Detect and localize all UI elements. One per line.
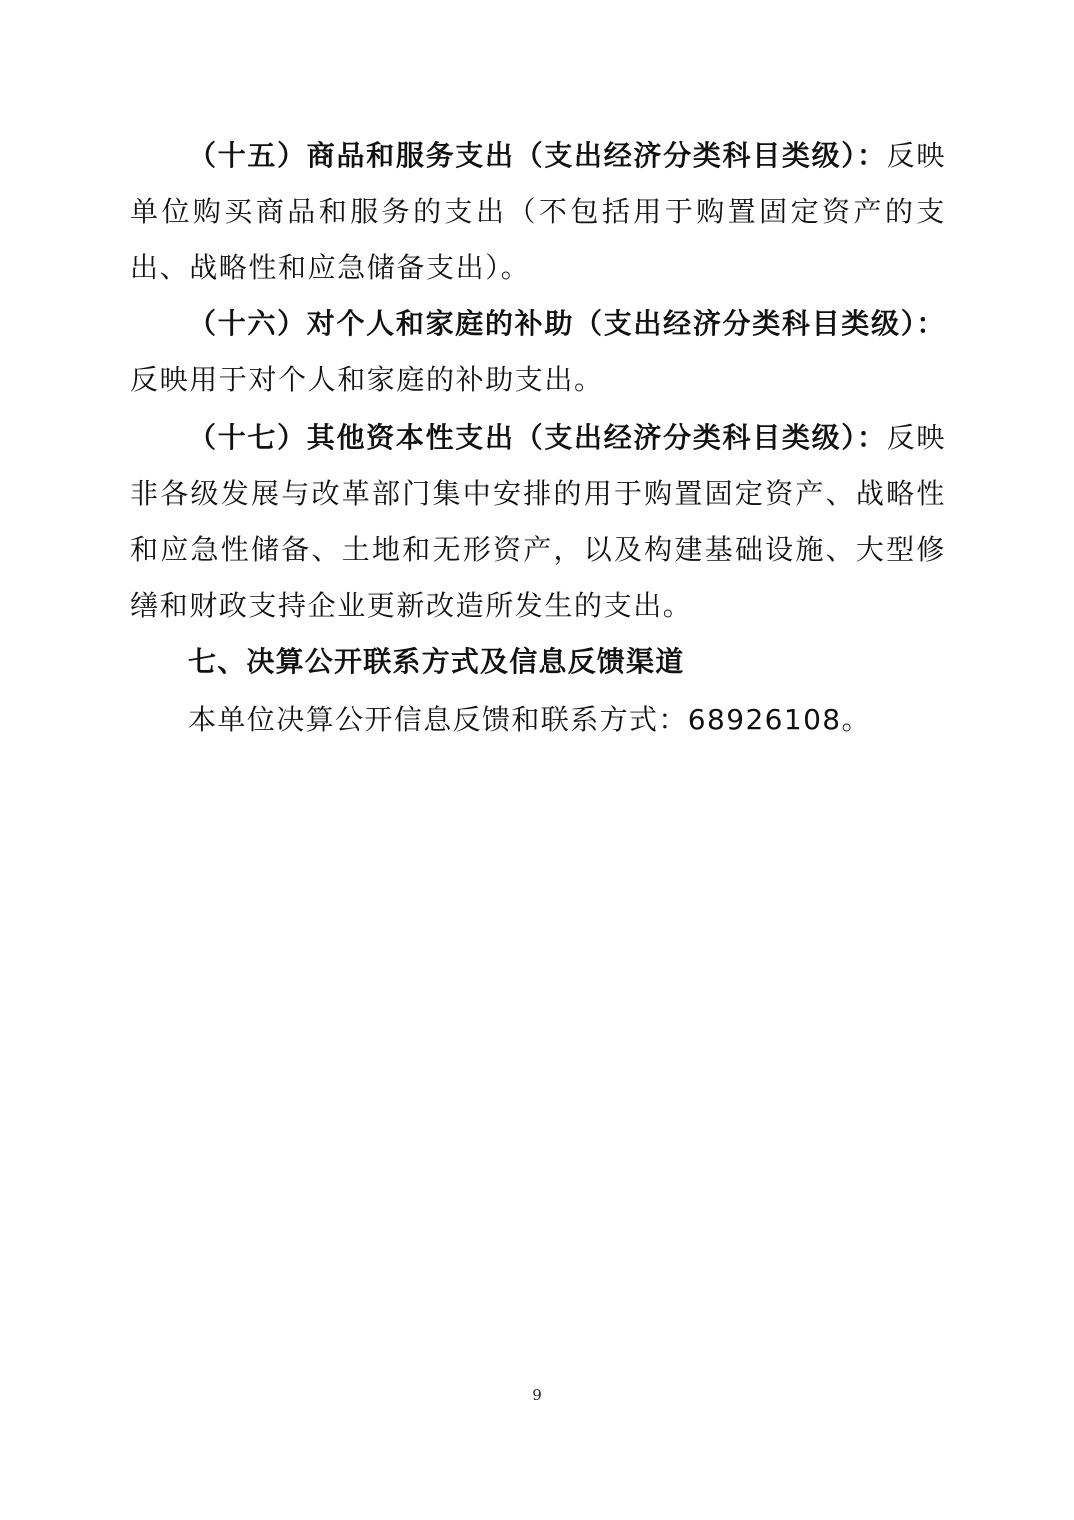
- section-heading: 七、决算公开联系方式及信息反馈渠道: [188, 645, 685, 678]
- page-number: 9: [532, 1386, 542, 1404]
- section-16-paragraph: [130, 296, 946, 408]
- section-16-text: 反映用于对个人和家庭的补助支出。: [130, 363, 604, 396]
- section-17-text: 反映非各级发展与改革部门集中安排的用于购置固定资产、战略性和应急性储备、土地和无形资产，以及构建基础设施、大型修缮和财政支持企业更新改造所发生的支出。: [130, 421, 946, 622]
- section-15-label: （十五）商品和服务支出（支出经济分类科目类级）：: [188, 139, 887, 172]
- section-17-label: （十七）其他资本性支出（支出经济分类科目类级）：: [188, 421, 887, 454]
- contact-info: 本单位决算公开信息反馈和联系方式：68926108。: [188, 703, 871, 736]
- section-15-paragraph: [130, 128, 946, 296]
- section-16-label: （十六）对个人和家庭的补助（支出经济分类科目类级）：: [188, 307, 946, 340]
- section-17-paragraph: [130, 410, 946, 634]
- section-15-text: 反映单位购买商品和服务的支出（不包括用于购置固定资产的支出、战略性和应急储备支出）。: [130, 139, 946, 284]
